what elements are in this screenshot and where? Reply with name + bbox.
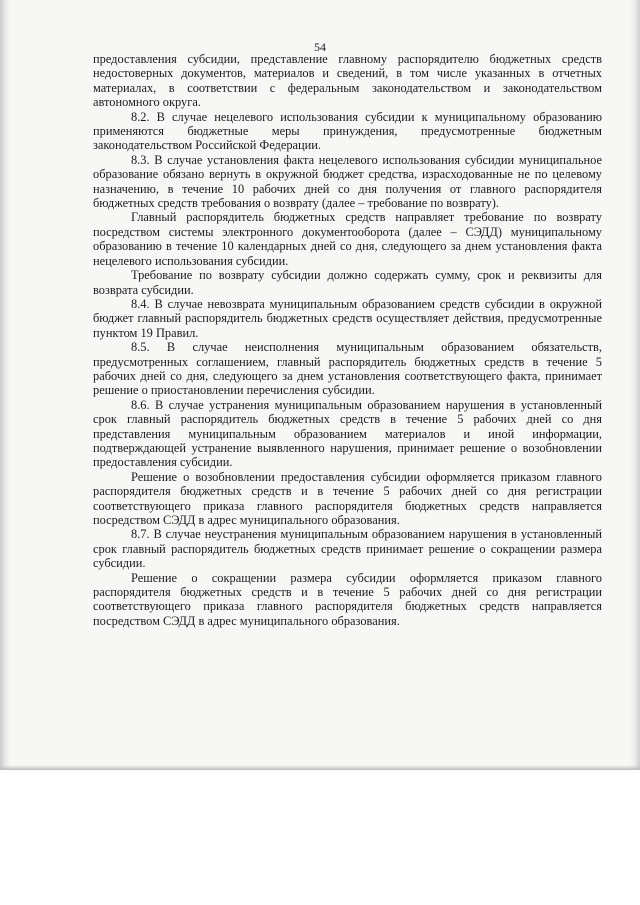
paragraph-8-7: 8.7. В случае неустранения муниципальным образованием нарушения в установленный срок главный распорядитель бюджетных средств принимает решение о сокращении размера субсидии. [93,527,602,571]
paragraph-continuation: предоставления субсидии, представление главному распорядителю бюджетных средств недостоверных документов, материалов и сведений, в том числе указанных в отчетных материалах, в соответствии с федеральным законодательством и законодательством автономного округа. [93,52,602,110]
right-edge-shadow [630,0,640,770]
paragraph-8-4: 8.4. В случае невозврата муниципальным образованием средств субсидии в окружной бюджет главный распорядитель бюджетных средств осуществляет действия, предусмотренные пунктом 19 Правил. [93,296,602,340]
paragraph-reduction-decision: Решение о сокращении размера субсидии оформляется приказом главного распорядителя бюджетных средств и в течение 5 рабочих дней со дня регистрации соответствующего приказа главного распорядителя бюджетных средств направляется посредством СЭДД в адрес муниципального образования. [93,570,602,628]
paragraph-8-5: 8.5. В случае неисполнения муниципальным образованием обязательств, предусмотренных соглашением, главный распорядитель бюджетных средств в течение 5 рабочих дней со дня, следующего за днем установления соответствующего факта, принимает решение о приостановлении перечисления субсидии. [93,340,602,398]
paragraph-request-content: Требование по возврату субсидии должно содержать сумму, срок и реквизиты для возврата субсидии. [93,268,602,297]
paragraph-8-6: 8.6. В случае устранения муниципальным образованием нарушения в установленный срок главный распорядитель бюджетных средств в течение 5 рабочих дней со дня представления муниципальным образованием материалов и иной информации, подтверждающей устранение выявленного нарушения, принимает решение о возобновлении предоставления субсидии. [93,397,602,470]
page-number: 54 [314,40,326,54]
paragraph-8-2: 8.2. В случае нецелевого использования субсидии к муниципальному образованию применяются бюджетные меры принуждения, предусмотренные бюджетным законодательством Российской Федерации. [93,109,602,153]
paragraph-request-sending: Главный распорядитель бюджетных средств направляет требование по возврату посредством системы электронного документооборота (далее – СЭДД) муниципальному образованию в течение 10 календарных дней со дня, следующего за днем установления факта нецелевого использования субсидии. [93,210,602,268]
paragraph-resumption-decision: Решение о возобновлении предоставления субсидии оформляется приказом главного распорядителя бюджетных средств и в течение 5 рабочих дней со дня регистрации соответствующего приказа главного распорядителя бюджетных средств направляется посредством СЭДД в адрес муниципального образования. [93,469,602,527]
document-body [93,52,602,628]
paragraph-8-3: 8.3. В случае установления факта нецелевого использования субсидии муниципальное образование обязано вернуть в окружной бюджет средства, израсходованные не по целевому назначению, в течение 10 рабочих дней со дня получения от главного распорядителя бюджетных средств требования о возврату (далее – требование по возврату). [93,152,602,211]
scan-bottom-edge [0,765,640,770]
left-edge-shadow [0,0,10,770]
